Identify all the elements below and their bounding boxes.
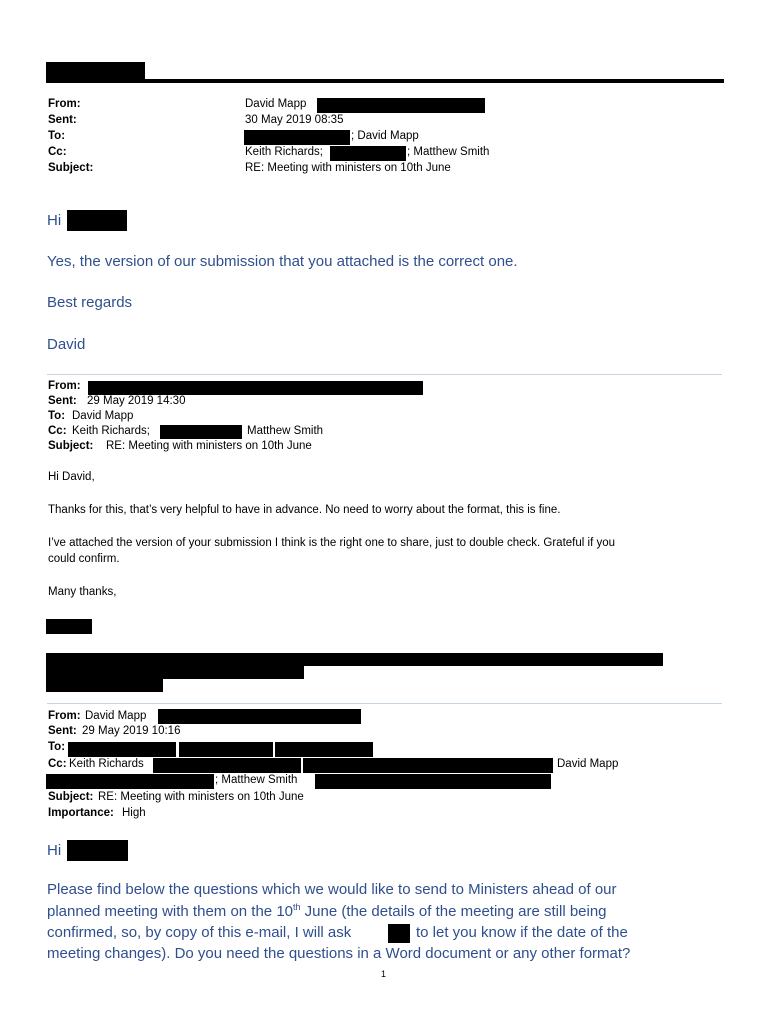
cc-value-2: ; Matthew Smith	[407, 146, 490, 158]
page-number: 1	[381, 969, 387, 979]
redaction-block	[46, 619, 92, 634]
from-value: David Mapp	[85, 710, 147, 722]
to-value: ; David Mapp	[351, 130, 419, 142]
greeting: Hi	[47, 212, 62, 229]
importance-value: High	[122, 807, 146, 819]
subject-value: RE: Meeting with ministers on 10th June	[245, 162, 451, 174]
redaction-block	[160, 425, 242, 439]
paragraph-line: to let you know if the date of the	[416, 924, 628, 941]
paragraph-line: meeting changes). Do you need the questions in a Word document or any other format?	[47, 945, 631, 962]
paragraph-line: Please find below the questions which we would like to send to Ministers ahead of our	[47, 881, 617, 898]
to-label: To:	[48, 741, 66, 753]
redaction-block	[330, 146, 406, 161]
sent-label: Sent:	[48, 395, 77, 407]
redaction-block	[317, 98, 485, 113]
separator	[47, 374, 722, 375]
regards: Best regards	[47, 294, 133, 311]
cc-value-2: David Mapp	[557, 758, 619, 770]
paragraph: I’ve attached the version of your submission I think is the right one to share, just to double check. Grateful if you	[48, 537, 615, 549]
sent-value: 29 May 2019 14:30	[87, 395, 186, 407]
redaction-block	[303, 758, 553, 773]
paragraph-text: planned meeting with them on the 10	[47, 903, 293, 920]
redaction-block	[315, 774, 551, 789]
separator	[47, 703, 722, 704]
redaction-block	[153, 758, 301, 773]
to-label: To:	[48, 410, 66, 422]
redaction-block	[46, 774, 214, 789]
sent-value: 30 May 2019 08:35	[245, 114, 344, 126]
redaction-block	[158, 709, 361, 724]
cc-value-1: Keith Richards	[69, 758, 144, 770]
subject-value: RE: Meeting with ministers on 10th June	[98, 791, 304, 803]
importance-label: Importance:	[48, 807, 114, 819]
redaction-block	[88, 381, 423, 395]
sent-label: Sent:	[48, 114, 77, 126]
cc-label: Cc:	[48, 425, 67, 437]
redaction-block	[388, 924, 410, 943]
paragraph-line: confirmed, so, by copy of this e-mail, I will ask	[47, 924, 352, 941]
from-label: From:	[48, 710, 81, 722]
sent-label: Sent:	[48, 725, 77, 737]
redaction-block	[46, 653, 663, 666]
cc-value-1: Keith Richards;	[72, 425, 150, 437]
redaction-block	[67, 840, 128, 861]
cc-label: Cc:	[48, 146, 67, 158]
cc-value-2: Matthew Smith	[247, 425, 324, 437]
cc-value-3: ; Matthew Smith	[215, 774, 298, 786]
sent-value: 29 May 2019 10:16	[82, 725, 181, 737]
subject-label: Subject:	[48, 440, 94, 452]
redaction-block	[46, 679, 163, 692]
subject-value: RE: Meeting with ministers on 10th June	[106, 440, 312, 452]
redaction-block	[67, 210, 127, 231]
paragraph-line	[47, 902, 607, 920]
reply-line: Yes, the version of our submission that you attached is the correct one.	[47, 253, 518, 270]
from-value: David Mapp	[245, 98, 307, 110]
redaction-block	[179, 742, 273, 757]
subject-label: Subject:	[48, 791, 94, 803]
greeting: Hi David,	[48, 471, 95, 483]
to-value: David Mapp	[72, 410, 134, 422]
paragraph: Thanks for this, that’s very helpful to have in advance. No need to worry about the format, this is fine.	[48, 504, 561, 516]
paragraph: could confirm.	[48, 553, 120, 565]
cc-label: Cc:	[48, 758, 67, 770]
header-rule	[46, 79, 724, 83]
signoff: David	[47, 336, 86, 353]
superscript: th	[293, 902, 301, 912]
greeting: Hi	[47, 842, 62, 859]
redaction-block	[46, 666, 304, 679]
redaction-block	[275, 742, 373, 757]
redaction-block	[244, 130, 350, 145]
paragraph-text: June (the details of the meeting are still being	[300, 903, 607, 920]
closing: Many thanks,	[48, 586, 117, 598]
from-label: From:	[48, 380, 81, 392]
subject-label: Subject:	[48, 162, 94, 174]
cc-value-1: Keith Richards;	[245, 146, 323, 158]
from-label: From:	[48, 98, 81, 110]
to-label: To:	[48, 130, 66, 142]
redaction-block	[68, 742, 176, 757]
